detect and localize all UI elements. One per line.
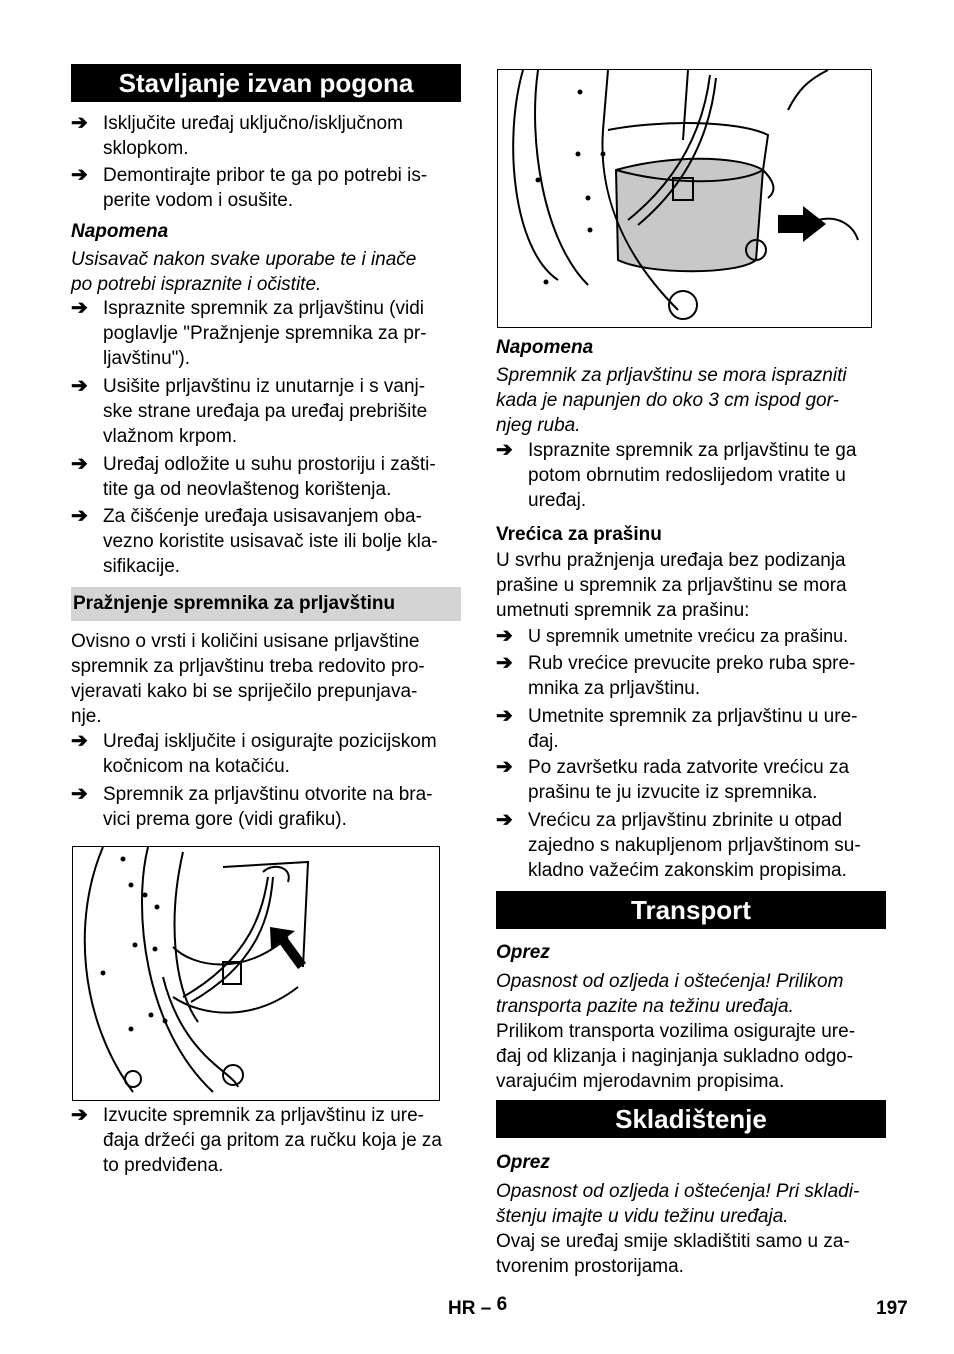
figure-pull-out-container [497, 69, 872, 328]
figure-open-clip [72, 846, 440, 1101]
caution-label: Oprez [496, 1152, 550, 1173]
arrow-right-icon: ➔ [71, 1104, 88, 1126]
heading-shutdown: Stavljanje izvan pogona [71, 64, 461, 102]
arrow-right-icon: ➔ [71, 505, 88, 527]
note-label: Napomena [496, 337, 594, 358]
arrow-right-icon: ➔ [496, 439, 513, 461]
caution-text-line: transporta pazite na težinu uređaja. [496, 996, 794, 1017]
paragraph-line: varajućim mjerodavnim propisima. [496, 1071, 785, 1092]
note-text-line: Spremnik za prljavštinu se mora isprazniti [496, 365, 847, 386]
caution-text-line: štenju imajte u vidu težinu uređaja. [496, 1206, 789, 1227]
caution-text-line: Opasnost od ozljeda i oštećenja! Prilikom [496, 971, 844, 992]
paragraph-line: vjeravati kako bi se spriječilo prepunjava- [71, 681, 418, 702]
page-number: 197 [876, 1298, 908, 1319]
caution-label: Oprez [496, 942, 550, 963]
arrow-right-icon: ➔ [71, 730, 88, 752]
note-text-line: njeg ruba. [496, 415, 581, 436]
heading-transport: Transport [496, 891, 886, 929]
arrow-right-icon: ➔ [496, 625, 513, 647]
note-text-line: kada je napunjen do oko 3 cm ispod gor- [496, 390, 839, 411]
vacuum-pull-container-illustration [498, 70, 871, 327]
paragraph-line: Prilikom transporta vozilima osigurajte ure- [496, 1021, 856, 1042]
paragraph-line: đaj od klizanja i naginjanja sukladno odgo- [496, 1046, 854, 1067]
heading-emptying: Pražnjenje spremnika za prljavštinu [71, 587, 461, 621]
arrow-right-icon: ➔ [71, 297, 88, 319]
vacuum-open-clip-illustration [73, 847, 439, 1100]
note-text-line: po potrebi ispraznite i očistite. [71, 274, 322, 295]
paragraph-line: nje. [71, 706, 102, 727]
paragraph-line: U svrhu pražnjenja uređaja bez podizanja [496, 550, 846, 571]
arrow-right-icon: ➔ [71, 783, 88, 805]
arrow-right-icon: ➔ [496, 705, 513, 727]
arrow-right-icon: ➔ [496, 809, 513, 831]
arrow-right-icon: ➔ [496, 652, 513, 674]
paragraph-line: spremnik za prljavštinu treba redovito pro- [71, 656, 425, 677]
arrow-right-icon: ➔ [71, 164, 88, 186]
subheading-dust-bag: Vrećica za prašinu [496, 524, 662, 545]
arrow-right-icon: ➔ [496, 756, 513, 778]
paragraph-line: Ovisno o vrsti i količini usisane prljavštine [71, 631, 420, 652]
paragraph-line: prašine u spremnik za prljavštinu se mora [496, 575, 847, 596]
note-label: Napomena [71, 221, 169, 242]
paragraph-line: tvorenim prostorijama. [496, 1256, 684, 1277]
caution-text-line: Opasnost od ozljeda i oštećenja! Pri skladi- [496, 1181, 860, 1202]
note-text-line: Usisavač nakon svake uporabe te i inače [71, 249, 417, 270]
arrow-right-icon: ➔ [71, 453, 88, 475]
footer-section-label: HR – 6 [448, 1294, 508, 1319]
arrow-right-icon: ➔ [71, 112, 88, 134]
heading-storage: Skladištenje [496, 1100, 886, 1138]
arrow-right-icon: ➔ [71, 375, 88, 397]
arrow-right-icon [778, 206, 826, 242]
paragraph-line: umetnuti spremnik za prašinu: [496, 600, 750, 621]
paragraph-line: Ovaj se uređaj smije skladištiti samo u za- [496, 1231, 850, 1252]
